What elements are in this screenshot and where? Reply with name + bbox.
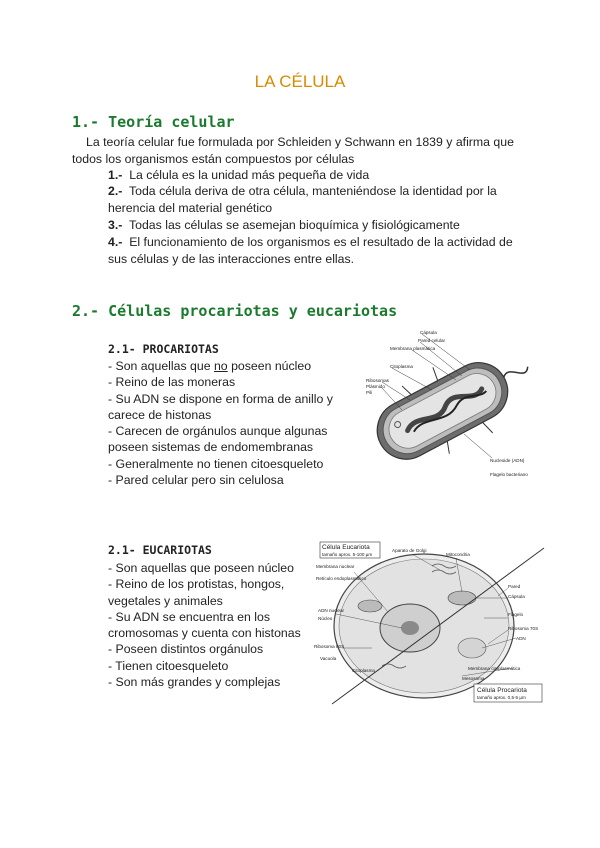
prokaryote-label: Pared celular: [418, 338, 446, 343]
euk-box-sub: tamaño aprox. 5-100 µm: [322, 552, 373, 557]
list-item: poseen sistemas de endomembranas: [108, 440, 314, 455]
prokaryote-label: Nucleoide (ADN): [490, 458, 525, 463]
comparison-label: ADN: [516, 636, 526, 641]
comparison-label: Membrana nuclear: [316, 564, 355, 569]
comparison-label: Membrana citoplasmática: [468, 666, 521, 671]
prokaryote-label: Flagelo bacteriano: [490, 472, 528, 477]
prokaryote-label: Citoplasma: [390, 364, 413, 369]
list-item: - Reino de las moneras: [108, 375, 236, 390]
procariotas-heading: 2.1- PROCARIOTAS: [108, 342, 219, 356]
euk-box-title: Célula Eucariota: [322, 544, 370, 551]
intro-line-1: La teoría celular fue formulada por Schleiden y Schwann en 1839 y afirma que: [86, 135, 514, 149]
eucariotas-heading: 2.1- EUCARIOTAS: [108, 543, 212, 557]
comparison-label: Ribosoma 70S: [508, 626, 539, 631]
prokaryote-label: Ribosomas: [366, 378, 389, 383]
theory-item-2: 2.- Toda célula deriva de otra célula, manteniéndose la identidad por la herencia del material genético: [108, 184, 497, 215]
section1-heading: 1.- Teoría celular: [72, 113, 235, 131]
comparison-label: Mesosoma: [462, 676, 485, 681]
theory-item-4: 4.- El funcionamiento de los organismos es el resultado de la actividad de sus células y de las interacciones entre ellas.: [108, 235, 513, 266]
prokaryote-label: Pili: [366, 390, 373, 395]
list-item: - Su ADN se encuentra en los: [108, 609, 270, 624]
list-item: cromosomas y cuenta con histonas: [108, 626, 301, 641]
intro-line-2: todos los organismos están compuestos por células: [72, 152, 355, 166]
list-item: - Son más grandes y complejas: [108, 675, 281, 690]
comparison-label: ADN nuclear: [318, 608, 345, 613]
procariotas-list: [108, 358, 333, 488]
section2-heading: 2.- Células procariotas y eucariotas: [72, 302, 398, 320]
comparison-label: Cápsula: [508, 594, 525, 599]
pro-box-title: Célula Procariota: [477, 687, 527, 694]
list-item: vegetales y animales: [108, 593, 223, 608]
page-title: LA CÉLULA: [254, 72, 346, 91]
comparison-label: Retículo endoplasmático: [316, 576, 367, 581]
list-item: - Tienen citoesqueleto: [108, 658, 229, 673]
list-item: carece de histonas: [108, 407, 212, 422]
list-item: - Generalmente no tienen citoesqueleto: [108, 456, 324, 471]
comparison-label: Citoplasma: [352, 668, 375, 673]
prokaryote-label: Plásmido: [366, 384, 385, 389]
comparison-label: Aparato de Golgi: [392, 548, 427, 553]
comparison-label: Ribosoma 80S: [314, 644, 345, 649]
comparison-label: Núcleo: [318, 616, 333, 621]
eucariotas-list: [108, 560, 301, 690]
prokaryote-diagram: [362, 330, 538, 482]
list-item: - Pared celular pero sin celulosa: [108, 473, 284, 488]
comparison-label: Vacuola: [320, 656, 337, 661]
comparison-label: Pared: [508, 584, 521, 589]
prokaryote-label: Membrana plasmática: [390, 346, 436, 351]
prokaryote-label: Cápsula: [420, 330, 437, 335]
cell-comparison-diagram: [312, 536, 548, 708]
list-item: - Carecen de orgánulos aunque algunas: [108, 424, 328, 439]
list-item: - Reino de los protistas, hongos,: [108, 577, 285, 592]
pro-box-sub: tamaño aprox. 0,5-5 µm: [477, 695, 526, 700]
list-item: - Poseen distintos orgánulos: [108, 642, 264, 657]
list-item: - Son aquellas que no poseen núcleo: [108, 359, 312, 373]
theory-item-3: 3.- Todas las células se asemejan bioquímica y fisiológicamente: [108, 218, 460, 232]
list-item: - Son aquellas que poseen núcleo: [108, 561, 294, 575]
comparison-label: Mitocondria: [446, 552, 470, 557]
list-item: - Su ADN se dispone en forma de anillo y: [108, 391, 333, 406]
comparison-label: Flagelo: [508, 612, 524, 617]
theory-item-1: 1.- La célula es la unidad más pequeña de vida: [108, 168, 370, 182]
